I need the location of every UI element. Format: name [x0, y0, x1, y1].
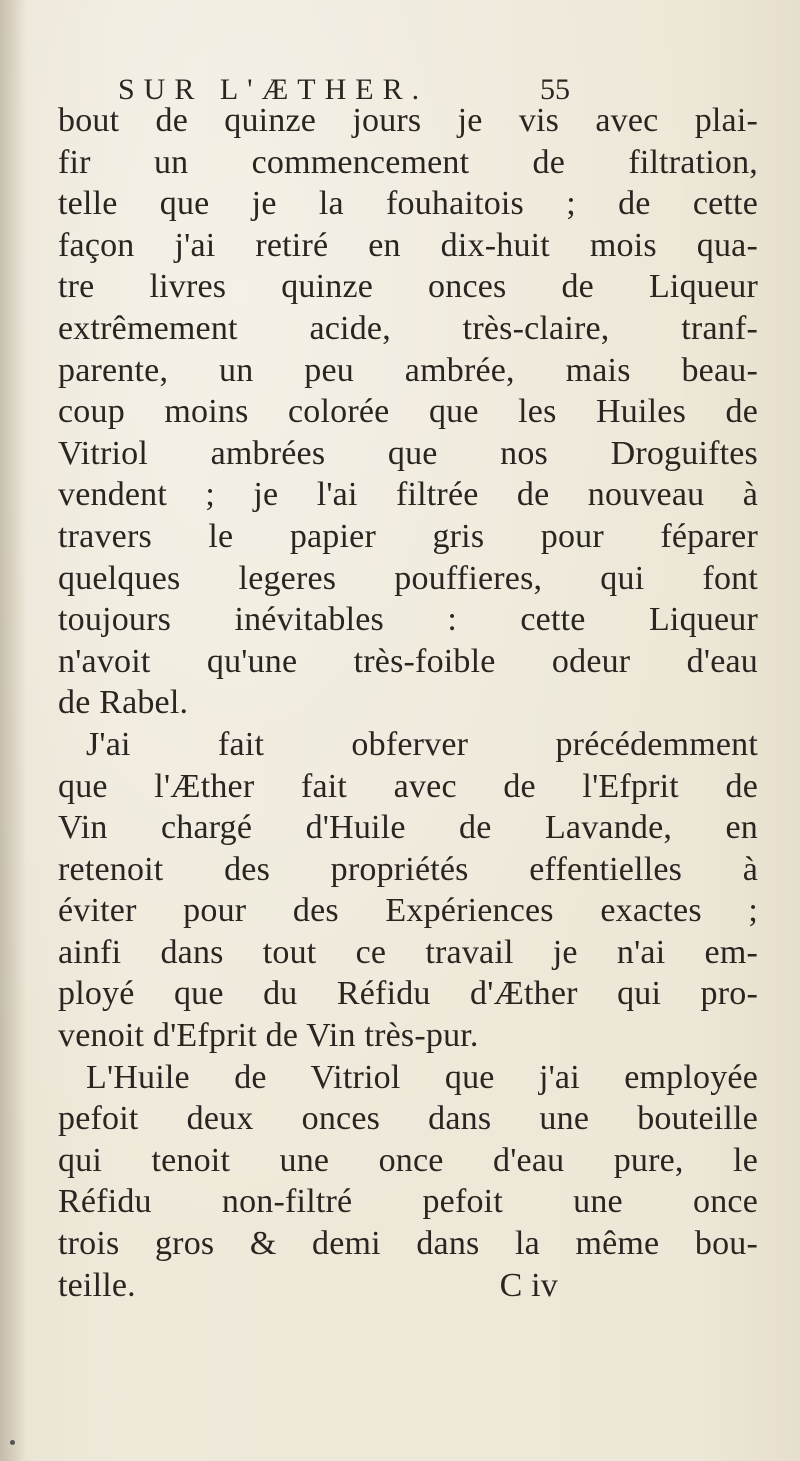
page-number: 55	[540, 73, 570, 106]
ink-speck	[10, 1440, 15, 1445]
text-line: toujours inévitables : cette Liqueur	[58, 601, 758, 639]
text-line: Vin chargé d'Huile de Lavande, en	[58, 809, 758, 847]
text-line: extrêmement acide, très-claire, tranf-	[58, 309, 758, 347]
signature-mark: C iv	[499, 1266, 558, 1304]
text-line: que l'Æther fait avec de l'Efprit de	[58, 767, 758, 805]
text-line: éviter pour des Expériences exactes ;	[58, 892, 758, 930]
text-line: de Rabel.	[58, 684, 189, 722]
text-line: vendent ; je l'ai filtrée de nouveau à	[58, 476, 758, 514]
text-line: pefoit deux onces dans une bouteille	[58, 1100, 758, 1138]
last-line	[58, 1265, 558, 1307]
gutter-shadow	[0, 0, 26, 1461]
text-line: L'Huile de Vitriol que j'ai employée	[86, 1058, 758, 1096]
text-line: trois gros & demi dans la même bou-	[58, 1225, 758, 1263]
text-line: Réfidu non-filtré pefoit une once	[58, 1183, 758, 1221]
text-line: tre livres quinze onces de Liqueur	[58, 268, 758, 306]
last-line-text: teille.	[58, 1266, 136, 1304]
text-line: Vitriol ambrées que nos Droguiftes	[58, 434, 758, 472]
text-line: façon j'ai retiré en dix-huit mois qua-	[58, 226, 758, 264]
text-line: travers le papier gris pour féparer	[58, 517, 758, 555]
text-line: telle que je la fouhaitois ; de cette	[58, 185, 758, 223]
body-text	[58, 100, 758, 1306]
text-line: qui tenoit une once d'eau pure, le	[58, 1141, 758, 1179]
text-line: bout de quinze jours je vis avec plai-	[58, 102, 758, 139]
text-line: J'ai fait obferver précédemment	[86, 725, 758, 763]
text-line: coup moins colorée que les Huiles de	[58, 393, 758, 431]
text-line: parente, un peu ambrée, mais beau-	[58, 351, 758, 389]
text-line: venoit d'Efprit de Vin très-pur.	[58, 1017, 479, 1055]
text-line: retenoit des propriétés effentielles à	[58, 850, 758, 888]
text-line: fir un commencement de filtration,	[58, 143, 758, 181]
running-head: SUR L'ÆTHER.	[118, 73, 429, 106]
text-line: ainfi dans tout ce travail je n'ai em-	[58, 933, 758, 971]
text-line: quelques legeres pouffieres, qui font	[58, 559, 758, 597]
text-line: ployé que du Réfidu d'Æther qui pro-	[58, 975, 758, 1013]
text-line: n'avoit qu'une très-foible odeur d'eau	[58, 642, 758, 680]
